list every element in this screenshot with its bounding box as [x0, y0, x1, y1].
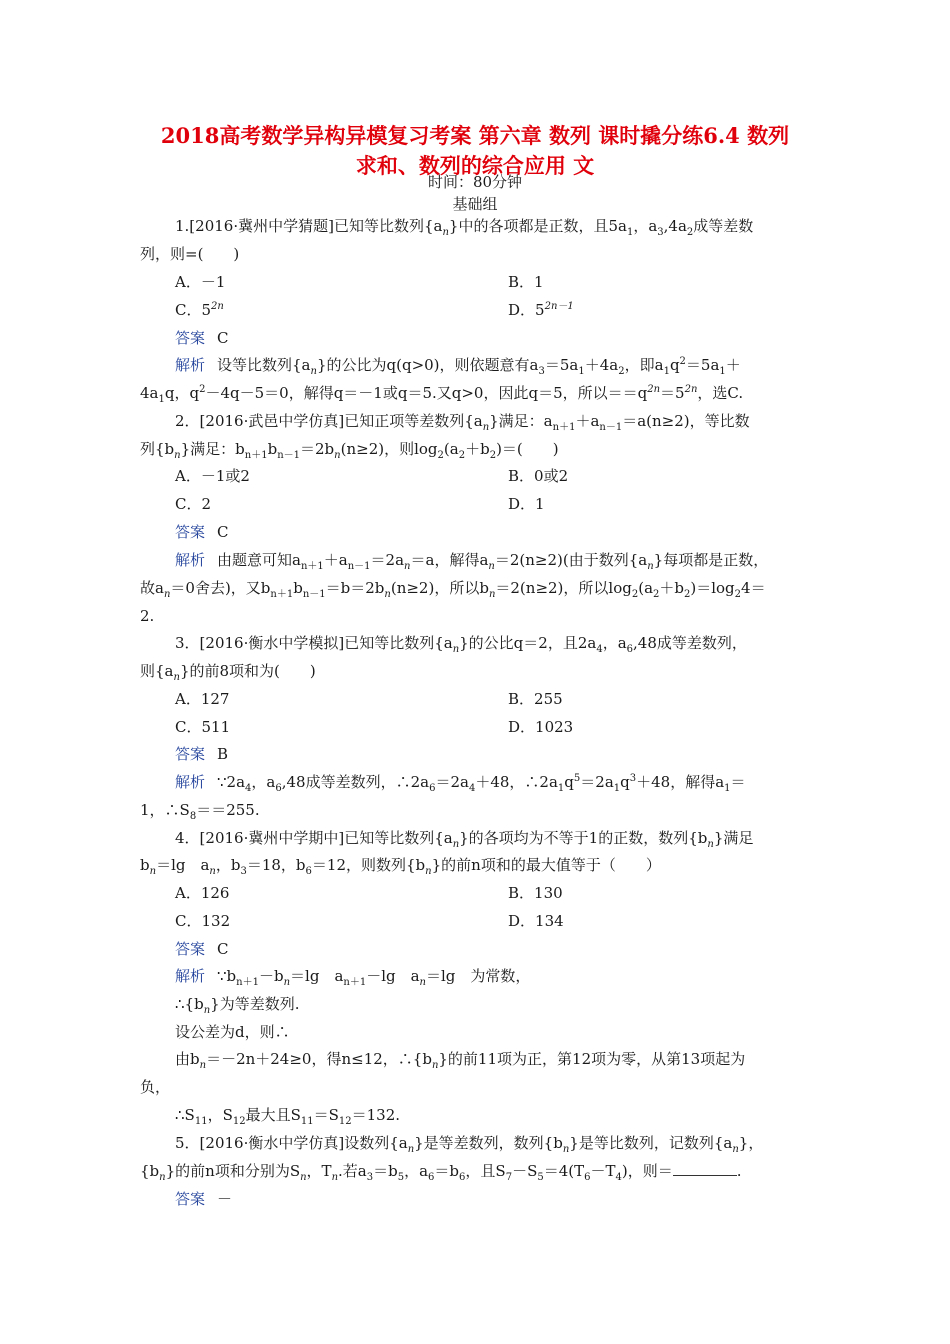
q2-analysis-line-2: 故$a_n=0$舍去)，又$b_{n+1}b_{n-1}=b=2b_n(n\ge 2)$，所以$b_n=2(n\ge 2)$，所以$\log_2(a_2+b_2)=\log_24=$: [140, 579, 766, 600]
q4-line-2: $b_n=\lg$ $a_n$，$b_3=18$，$b_6=12$，则数列$\{b_n\}$的前n项和的最大值等于（ ）: [140, 856, 661, 877]
q2-line-2: 列$\{b_n\}$满足：$b_{n+1}b_{n-1}=2b_n(n\ge 2)$，则$\log_2(a_2+b_2)=$( ): [140, 440, 559, 461]
q4-option-a: A．126: [175, 884, 230, 902]
q3-option-d: D．1023: [508, 718, 574, 736]
q1-line-2: 列，则=( ): [140, 245, 240, 263]
title-line-1: 2018高考数学异构异模复习考案 第六章 数列 课时撬分练6.4 数列: [160, 123, 790, 148]
q5-answer-blank: [673, 1161, 737, 1176]
q2-analysis-line-1: 解析 由题意可知$a_{n+1}+a_{n-1}=2a_n=a$，解得$a_n=2(n\ge 2)$(由于数列$\{a_n\}$每项都是正数，: [175, 551, 769, 572]
q3-answer: 答案 B: [175, 745, 229, 763]
q2-option-c: C．2: [175, 495, 212, 513]
q4-option-c: C．132: [175, 912, 231, 930]
q4-analysis-line-5: 负，: [140, 1078, 171, 1096]
q1-option-c: C．$5^{2n}$: [175, 301, 224, 319]
q4-line-1: 4．[2016·冀州中学期中]已知等比数列$\{a_n\}$的各项均为不等于1的正数，数列$\{b_n\}$满足: [175, 829, 754, 850]
q1-line-1: 1.[2016·冀州中学猜题]已知等比数列$\{a_n\}$中的各项都是正数，且$5a_1$，$a_3,4a_2$成等差数: [175, 217, 754, 238]
q5-answer: 答案 －: [175, 1190, 233, 1208]
q3-option-b: B．255: [508, 690, 563, 708]
q5-line-2: $\{b_n\}$的前n项和分别为$S_n$，$T_n$.若$a_3=b_5$，$a_6=b_6$，且$S_7-S_5=4(T_6-T_4)$，则＝ .: [140, 1162, 742, 1183]
q4-option-d: D．134: [508, 912, 564, 930]
q1-option-a: A．－1: [175, 273, 226, 291]
q3-option-c: C．511: [175, 718, 231, 736]
q4-analysis-line-2: $\therefore\{b_n\}$为等差数列.: [175, 995, 300, 1016]
q4-analysis-line-3: 设公差为d，则∴: [175, 1023, 290, 1041]
q4-analysis-line-4: 由$b_n=-2n+24\ge 0$，得n≤12，$\therefore\{b_n\}$的前11项为正，第12项为零，从第13项起为: [175, 1050, 746, 1071]
q4-answer: 答案 C: [175, 940, 229, 958]
q4-analysis-line-6: $\therefore S_{11}$，$S_{12}$最大且$S_{11}=S_{12}=132$.: [175, 1106, 401, 1127]
q3-option-a: A．127: [175, 690, 230, 708]
q2-line-1: 2．[2016·武邑中学仿真]已知正项等差数列$\{a_n\}$满足：$a_{n+1}+a_{n-1}=a(n\ge 2)$，等比数: [175, 412, 750, 433]
q5-line-1: 5．[2016·衡水中学仿真]设数列$\{a_n\}$是等差数列，数列$\{b_n\}$是等比数列，记数列$\{a_n\}$，: [175, 1134, 764, 1155]
q3-analysis-line-2: 1，$\therefore S_8==255$.: [140, 801, 260, 822]
q2-option-b: B．0或2: [508, 467, 569, 485]
q4-option-b: B．130: [508, 884, 563, 902]
q1-option-d: D．$5^{2n-1}$: [508, 301, 574, 319]
q2-answer: 答案 C: [175, 523, 229, 541]
q4-analysis-line-1: 解析 $\because b_{n+1}-b_n=\lg$ $a_{n+1}-\lg$ $a_n=\lg$ 为常数，: [175, 967, 531, 988]
q1-answer: 答案 C: [175, 329, 229, 347]
q1-analysis-line-1: 解析 设等比数列$\{a_n\}$的公比为q(q>0)，则依题意有$a_3=5a_1+4a_2$，即$a_1q^2=5a_1+$: [175, 356, 741, 377]
q1-analysis-line-2: $4a_1q$，$q^2-4q-5=0$，解得q＝－1或q＝5.又q>0，因此q＝5，所以$==q^{2n}=5^{2n}$，选C.: [140, 384, 744, 405]
time-label: 时间：80分钟: [427, 173, 523, 191]
q2-analysis-line-3: 2.: [140, 607, 155, 625]
q1-option-b: B．1: [508, 273, 544, 291]
title-line-2: 求和、数列的综合应用 文: [355, 153, 595, 178]
q3-line-1: 3．[2016·衡水中学模拟]已知等比数列$\{a_n\}$的公比q＝2，且$2a_4$，$a_6,48$成等差数列，: [175, 634, 747, 655]
q2-option-d: D．1: [508, 495, 545, 513]
q3-line-2: 则$\{a_n\}$的前8项和为( ): [140, 662, 316, 683]
group-label: 基础组: [452, 195, 498, 213]
q3-analysis-line-1: 解析 $\because 2a_4$，$a_6,48$成等差数列，$\therefore 2a_6=2a_4+48$，$\therefore 2a_1q^5=2a_1q^3+48$，解得$a_1=$: [175, 773, 746, 794]
q2-option-a: A．－1或2: [175, 467, 250, 485]
